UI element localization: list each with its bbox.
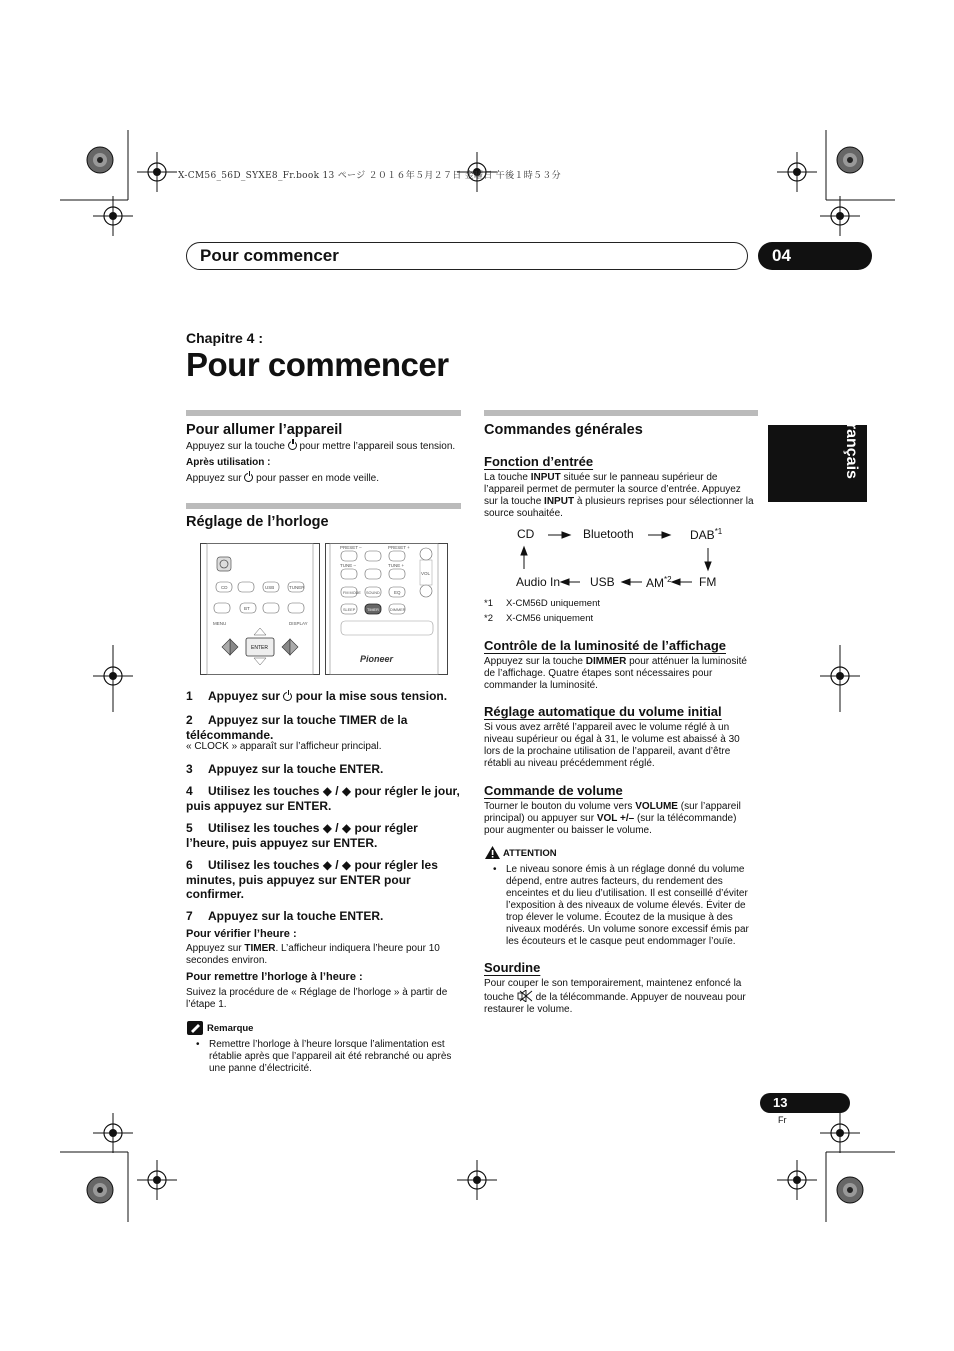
after-use-title: Après utilisation : (186, 457, 271, 468)
after-use-text: Appuyez sur pour passer en mode veille. (186, 473, 379, 484)
volume-text: Tourner le bouton du volume vers VOLUME (sur l’appareil principal) ou appuyer sur VOL +/– (sur la télécommande) pour augmenter ou baisser le volume. (484, 801, 741, 836)
page-number: 13 (760, 1093, 850, 1113)
section-title-power: Pour allumer l’appareil (186, 422, 343, 438)
flow-am: AM$^{*2}$ (646, 575, 672, 590)
arrow-keys-icon: ◆ / ◆ (322, 784, 352, 798)
remote-eq-label: EQ (394, 590, 401, 595)
flow-audio-in: Audio In (516, 575, 561, 589)
page-language: Fr (778, 1115, 787, 1125)
flow-cd: CD (517, 527, 535, 541)
remote-preset-minus-label: PRESET – (340, 545, 362, 550)
auto-volume-text: Si vous avez arrêté l’appareil avec le volume réglé à un niveau supérieur ou égal à 31, le volume est abaissé à 30 lors de la prochaine utilisation de l’appareil, avant d’être rétabli au niveau précédemment réglé. (484, 722, 740, 769)
clock-step-4: 4 Utilisez les touches ◆ / ◆ pour régler le jour, puis appuyez sur ENTER. (186, 784, 460, 813)
note-text: Remettre l’horloge à l’heure lorsque l’alimentation est rétablie après que l’appareil ait été rebranché ou après une panne d’électricité. (209, 1039, 452, 1074)
remote-fm-label: FM MODE (343, 591, 361, 595)
chapter-number-badge: 04 (758, 242, 872, 270)
chapter-label: Chapitre 4 : (186, 330, 264, 346)
remote-preset-plus-label: PRESET + (388, 545, 410, 550)
power-icon (288, 441, 297, 450)
section-title-clock: Réglage de l’horloge (186, 514, 329, 530)
verify-title: Pour vérifier l’heure : (186, 928, 297, 940)
footnote-2-mark: *2 (484, 613, 493, 624)
note-icon (187, 1021, 203, 1035)
remote-tune-minus-label: TUNE – (340, 563, 357, 568)
section-title-general: Commandes générales (484, 422, 643, 438)
auto-volume-title: Réglage automatique du volume initial (484, 704, 722, 719)
clock-step-2-note: « CLOCK » apparaît sur l’afficheur principal. (186, 741, 382, 752)
note-bullet: • (196, 1039, 200, 1050)
flow-usb: USB (590, 575, 615, 589)
clock-step-2: 2 Appuyez sur la touche TIMER de la télécommande. (186, 713, 408, 742)
remote-vol-label: VOL (421, 571, 431, 576)
warning-icon (485, 846, 500, 859)
flow-fm: FM (699, 575, 717, 589)
clock-step-3: 3 Appuyez sur la touche ENTER. (186, 762, 384, 776)
dimmer-text: Appuyez sur la touche DIMMER pour atténuer la luminosité de l’affichage. Quatre étapes sont nécessaires pour commander la luminosité. (484, 656, 747, 691)
remote-enter-label: ENTER (251, 645, 268, 651)
remote-tune-plus-label: TUNE + (388, 563, 405, 568)
mute-title: Sourdine (484, 960, 541, 975)
reset-title: Pour remettre l’horloge à l’heure : (186, 971, 363, 983)
flow-dab: DAB$^{*1}$ (690, 527, 723, 542)
clock-step-7: 7 Appuyez sur la touche ENTER. (186, 909, 384, 923)
reset-text: Suivez la procédure de « Réglage de l’horloge » à partir de l’étape 1. (186, 987, 448, 1010)
remote-display-label: DISPLAY (289, 621, 308, 626)
verify-text: Appuyez sur TIMER. L’afficheur indiquera l’heure pour 10 secondes environ. (186, 943, 440, 966)
footnote-1-mark: *1 (484, 598, 493, 609)
arrow-keys-icon: ◆ / ◆ (322, 821, 352, 835)
footnote-1: X-CM56D uniquement (506, 598, 600, 609)
caution-text: Le niveau sonore émis à un réglage donné du volume dépend, entre autres facteurs, du rendement des enceintes et du lieu d’utilisation. Il est conseillé d’éviter l’exposition à des niveaux de volume élevés. Éviter de trop élever le volume. Écoutez de la musique à des niveaux modérés. Un volume sonore excessif émis par les écouteurs et le casque peut endommager l’ouïe. (506, 864, 749, 947)
caution-title: ATTENTION (503, 848, 557, 859)
volume-title: Commande de volume (484, 783, 623, 798)
mute-icon (517, 990, 533, 1002)
remote-cd-label: CD (221, 585, 228, 590)
power-icon (283, 692, 292, 701)
clock-step-5: 5 Utilisez les touches ◆ / ◆ pour régler l’heure, puis appuyez sur ENTER. (186, 821, 418, 850)
remote-sound-label: SOUND (366, 591, 380, 595)
print-info: X-CM56_56D_SYXE8_Fr.book 13 ページ ２０１６年５月２７日 金曜日 午後１時５３分 (178, 171, 561, 181)
remote-menu-label: MENU (213, 621, 227, 626)
remote-timer-label: TIMER (367, 608, 379, 612)
flow-bluetooth: Bluetooth (583, 527, 634, 541)
clock-step-6: 6 Utilisez les touches ◆ / ◆ pour régler les minutes, puis appuyez sur ENTER pour confirmer. (186, 858, 438, 901)
section-rule (186, 410, 461, 416)
mute-text: Pour couper le son temporairement, maintenez enfoncé la touche de la télécommande. Appuyer de nouveau pour restaurer le volume. (484, 978, 746, 1015)
section-rule (186, 503, 461, 509)
note-title: Remarque (207, 1023, 254, 1034)
caution-bullet: • (493, 864, 497, 875)
remote-dimmer-label: DIMMER (390, 608, 406, 612)
clock-step-1: 1 Appuyez sur pour la mise sous tension. (186, 689, 448, 703)
footnote-2: X-CM56 uniquement (506, 613, 594, 624)
arrow-keys-icon: ◆ / ◆ (322, 858, 352, 872)
language-tab (768, 413, 867, 502)
input-function-title: Fonction d’entrée (484, 454, 594, 469)
flow-arrows (510, 525, 730, 590)
remote-tuner-label: TUNER (289, 585, 305, 590)
page-title: Pour commencer (186, 346, 449, 383)
remote-sleep-label: SLEEP (343, 608, 356, 612)
remote-usb-label: USB (265, 585, 275, 590)
remote-brand-logo: Pioneer (360, 654, 394, 664)
language-tab-label: Français (842, 413, 860, 479)
power-on-text: Appuyez sur la touche pour mettre l’appareil sous tension. (186, 441, 456, 452)
section-rule (484, 410, 758, 416)
remote-illustration (200, 543, 448, 675)
input-function-text: La touche INPUT située sur le panneau supérieur de l’appareil permet de permuter la source d’entrée. Appuyez sur la touche INPUT à plusieurs reprises pour sélectionner la source souhaitée. (484, 472, 754, 519)
header-title: Pour commencer (200, 246, 339, 265)
remote-bt-label: BT (244, 606, 250, 611)
dimmer-title: Contrôle de la luminosité de l’affichage (484, 638, 726, 653)
